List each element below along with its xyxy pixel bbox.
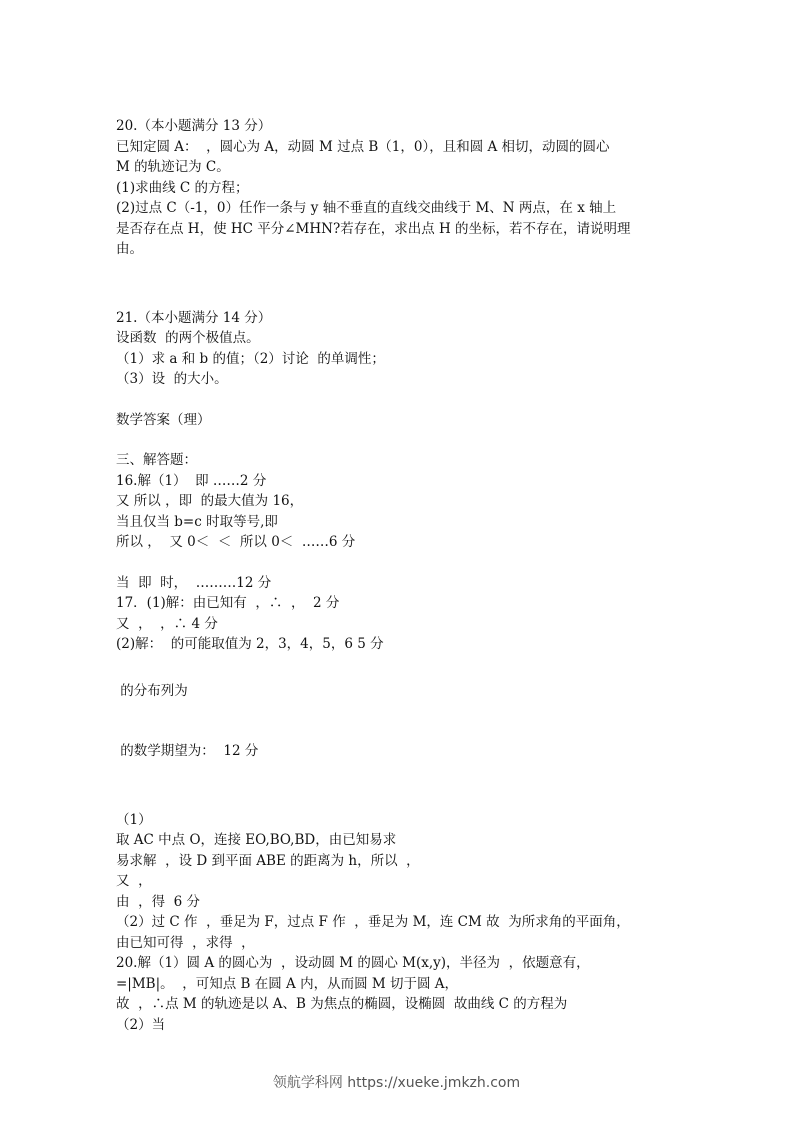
answer-16-line-4: 所以 ， 又 0＜ ＜ 所以 0＜ ……6 分 bbox=[116, 534, 356, 550]
answer-20-line-1: 20.解（1）圆 A 的圆心为 ，设动圆 M 的圆心 M(x,y)，半径为 ，依题意有， bbox=[116, 955, 590, 971]
q20-text-line-6: 由。 bbox=[116, 241, 143, 257]
spacer bbox=[116, 762, 696, 810]
spacer bbox=[116, 390, 696, 410]
answer-16-line-2: 又 所以 ，即 的最大值为 16， bbox=[116, 493, 304, 509]
q21-header: 21.（本小题满分 14 分） bbox=[116, 309, 272, 326]
spacer bbox=[116, 430, 696, 450]
answer-16-line-1: 16.解（1） 即 ……2 分 bbox=[116, 472, 267, 489]
answers-title: 数学答案（理） bbox=[116, 411, 211, 428]
answer-17-line-2: 又 ， ，∴ 4 分 bbox=[116, 615, 218, 632]
answer-17-line-3: (2)解： 的可能取值为 2，3，4，5，6 5 分 bbox=[116, 636, 384, 652]
q20-text-line-1: 已知定圆 A： ，圆心为 A，动圆 M 过点 B（1，0），且和圆 A 相切，动圆的圆心 bbox=[116, 138, 610, 155]
q21-text-line-3: （3）设 的大小。 bbox=[116, 371, 228, 387]
q21-text-line-1: 设函数 的两个极值点。 bbox=[116, 330, 260, 346]
q20-text-line-4: (2)过点 C（-1，0）任作一条与 y 轴不垂直的直线交曲线于 M、N 两点，在 x 轴上 bbox=[116, 200, 617, 216]
document-body bbox=[116, 116, 696, 1035]
spacer bbox=[116, 260, 696, 308]
q20-text-line-5: 是否存在点 H，使 HC 平分∠MHN?若存在，求出点 H 的坐标，若不存在，请说明理 bbox=[116, 220, 631, 237]
spacer bbox=[116, 553, 696, 573]
answer-20-line-4: （2）当 bbox=[116, 1016, 166, 1033]
answer-16-line-3: 当且仅当 b=c 时取等号,即 bbox=[116, 513, 278, 530]
footer-watermark: 领航学科网 https://xueke.jmkzh.com bbox=[272, 1075, 521, 1091]
answer-18-line-1: （1） bbox=[116, 811, 152, 828]
q20-text-line-2: M 的轨迹记为 C。 bbox=[116, 159, 230, 175]
answer-18-line-2: 取 AC 中点 O，连接 EO,BO,BD，由已知易求 bbox=[116, 832, 397, 848]
q20-header: 20.（本小题满分 13 分） bbox=[116, 118, 272, 134]
answer-18-line-7: 由已知可得 ，求得 ， bbox=[116, 934, 255, 951]
answer-20-line-3: 故 ，∴点 M 的轨迹是以 A、B 为焦点的椭圆，设椭圆 故曲线 C 的方程为 bbox=[116, 996, 568, 1012]
answer-18-line-6: （2）过 C 作 ，垂足为 F，过点 F 作 ，垂足为 M，连 CM 故 为所求角的平面角， bbox=[116, 914, 630, 930]
answer-17-line-4: 的分布列为 bbox=[116, 682, 188, 699]
answer-20-line-2: =|MB|。 ，可知点 B 在圆 A 内，从而圆 M 切于圆 A， bbox=[116, 975, 459, 992]
spacer bbox=[116, 655, 696, 681]
answer-18-line-3: 易求解 ，设 D 到平面 ABE 的距离为 h，所以 ， bbox=[116, 852, 420, 869]
answer-16-line-5: 当 即 时， ………12 分 bbox=[116, 574, 272, 591]
answer-18-line-5: 由 ，得 6 分 bbox=[116, 893, 201, 910]
answer-17-line-5: 的数学期望为： 12 分 bbox=[116, 743, 259, 759]
spacer bbox=[116, 701, 696, 741]
answer-18-line-4: 又 ， bbox=[116, 873, 152, 889]
q20-text-line-3: (1)求曲线 C 的方程； bbox=[116, 179, 249, 196]
answers-section-heading: 三、解答题： bbox=[116, 452, 197, 468]
answer-17-line-1: 17．(1)解：由已知有 ，∴ ， 2 分 bbox=[116, 595, 340, 611]
q21-text-line-2: （1）求 a 和 b 的值；（2）讨论 的单调性； bbox=[116, 350, 385, 367]
